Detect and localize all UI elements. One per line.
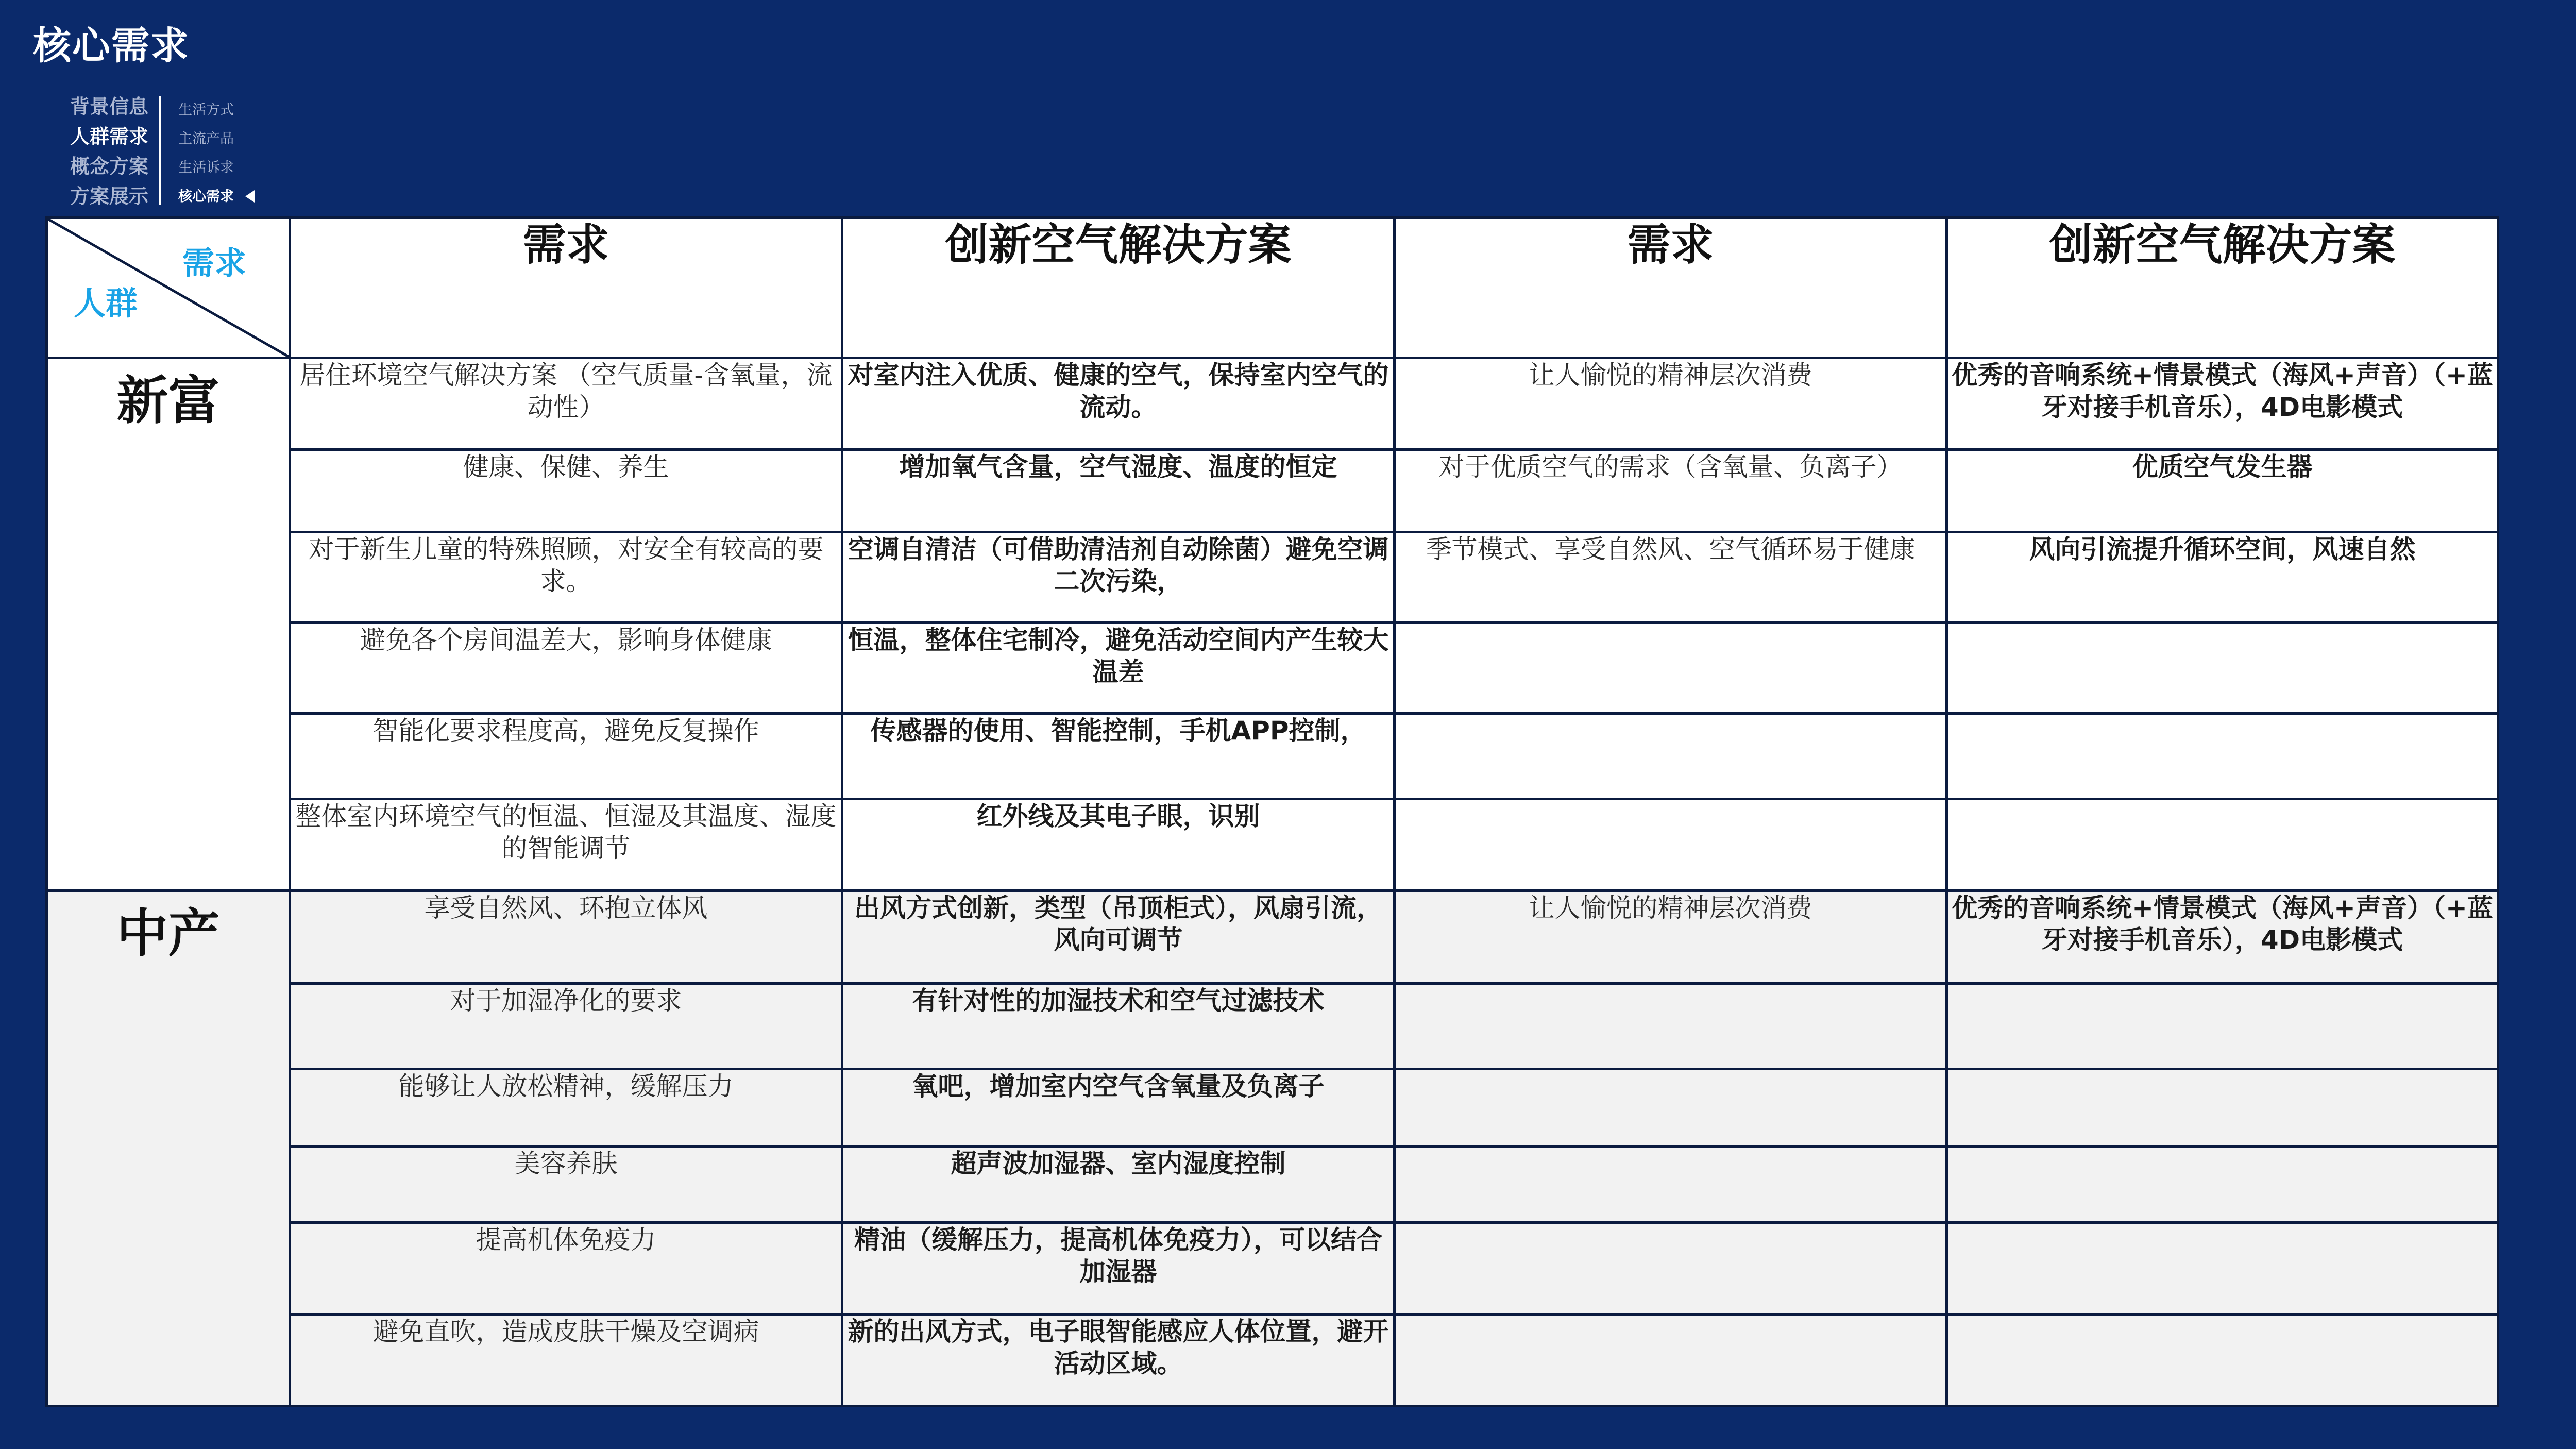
need-cell — [1395, 1315, 1947, 1406]
need-cell: 整体室内环境空气的恒温、恒湿及其温度、湿度的智能调节 — [290, 799, 842, 891]
table-row — [47, 891, 2498, 984]
need-cell: 让人愉悦的精神层次消费 — [1395, 358, 1947, 450]
group-label-xinfu: 新富 — [47, 358, 290, 891]
page-title: 核心需求 — [33, 24, 190, 68]
need-cell: 居住环境空气解决方案 （空气质量-含氧量，流动性） — [290, 358, 842, 450]
need-cell: 智能化要求程度高，避免反复操作 — [290, 714, 842, 799]
solution-cell: 增加氧气含量，空气湿度、温度的恒定 — [842, 450, 1395, 532]
need-cell — [1395, 984, 1947, 1069]
solution-cell: 优秀的音响系统+情景模式（海风+声音）（+蓝牙对接手机音乐），4D电影模式 — [1947, 891, 2498, 984]
section-nav — [60, 92, 148, 211]
nav-item-background[interactable]: 背景信息 — [70, 95, 148, 118]
group-label-zhongchan: 中产 — [47, 891, 290, 1406]
need-cell — [1395, 799, 1947, 891]
corner-need-label: 需求 — [182, 244, 246, 282]
table-row — [47, 1315, 2498, 1406]
solution-cell: 优秀的音响系统+情景模式（海风+声音）（+蓝牙对接手机音乐），4D电影模式 — [1947, 358, 2498, 450]
solution-cell — [1947, 1315, 2498, 1406]
table-row — [47, 799, 2498, 891]
need-cell: 美容养肤 — [290, 1147, 842, 1223]
solution-cell: 红外线及其电子眼，识别 — [842, 799, 1395, 891]
need-cell — [1395, 714, 1947, 799]
sub-nav-item-label: 核心需求 — [178, 189, 234, 205]
solution-cell — [1947, 984, 2498, 1069]
corner-group-label: 人群 — [74, 284, 138, 322]
need-cell: 避免直吹，造成皮肤干燥及空调病 — [290, 1315, 842, 1406]
table-row — [47, 358, 2498, 450]
solution-cell — [1947, 799, 2498, 891]
table-row — [47, 1223, 2498, 1315]
table-row — [47, 984, 2498, 1069]
need-cell: 能够让人放松精神，缓解压力 — [290, 1069, 842, 1147]
need-cell: 享受自然风、环抱立体风 — [290, 891, 842, 984]
column-header-need-2: 需求 — [1395, 218, 1947, 358]
solution-cell — [1947, 1223, 2498, 1315]
nav-item-crowd-needs[interactable]: 人群需求 — [70, 125, 148, 148]
solution-cell: 超声波加湿器、室内湿度控制 — [842, 1147, 1395, 1223]
nav-item-showcase[interactable]: 方案展示 — [70, 185, 148, 208]
solution-cell: 新的出风方式，电子眼智能感应人体位置，避开活动区域。 — [842, 1315, 1395, 1406]
need-cell: 对于新生儿童的特殊照顾，对安全有较高的要求。 — [290, 532, 842, 623]
solution-cell: 精油（缓解压力，提高机体免疫力），可以结合加湿器 — [842, 1223, 1395, 1315]
need-cell: 避免各个房间温差大，影响身体健康 — [290, 623, 842, 714]
sub-nav-item-lifestyle[interactable]: 生活方式 — [178, 102, 234, 118]
column-header-solution-2: 创新空气解决方案 — [1947, 218, 2498, 358]
needs-table — [45, 216, 2499, 1407]
column-header-need-1: 需求 — [290, 218, 842, 358]
table-row — [47, 714, 2498, 799]
need-cell: 健康、保健、养生 — [290, 450, 842, 532]
table-row — [47, 450, 2498, 532]
solution-cell — [1947, 1147, 2498, 1223]
solution-cell: 空调自清洁（可借助清洁剂自动除菌）避免空调二次污染， — [842, 532, 1395, 623]
need-cell — [1395, 1223, 1947, 1315]
solution-cell: 恒温，整体住宅制冷，避免活动空间内产生较大温差 — [842, 623, 1395, 714]
sub-nav-item-demands[interactable]: 生活诉求 — [178, 160, 234, 176]
need-cell — [1395, 623, 1947, 714]
need-cell — [1395, 1147, 1947, 1223]
need-cell — [1395, 1069, 1947, 1147]
solution-cell: 出风方式创新，类型（吊顶柜式），风扇引流，风向可调节 — [842, 891, 1395, 984]
solution-cell — [1947, 623, 2498, 714]
need-cell: 对于优质空气的需求（含氧量、负离子） — [1395, 450, 1947, 532]
column-header-solution-1: 创新空气解决方案 — [842, 218, 1395, 358]
solution-cell: 氧吧，增加室内空气含氧量及负离子 — [842, 1069, 1395, 1147]
need-cell: 对于加湿净化的要求 — [290, 984, 842, 1069]
need-cell: 季节模式、享受自然风、空气循环易于健康 — [1395, 532, 1947, 623]
solution-cell: 对室内注入优质、健康的空气，保持室内空气的流动。 — [842, 358, 1395, 450]
table-row — [47, 1069, 2498, 1147]
sub-nav — [178, 96, 255, 211]
current-page-arrow-icon — [245, 190, 255, 203]
corner-header-cell — [47, 218, 290, 358]
table-row — [47, 623, 2498, 714]
need-cell: 提高机体免疫力 — [290, 1223, 842, 1315]
solution-cell — [1947, 1069, 2498, 1147]
solution-cell — [1947, 714, 2498, 799]
solution-cell: 传感器的使用、智能控制，手机APP控制， — [842, 714, 1395, 799]
table-row — [47, 532, 2498, 623]
table-row — [47, 1147, 2498, 1223]
sub-nav-item-core-needs[interactable] — [178, 182, 255, 211]
header-row — [47, 218, 2498, 358]
sub-nav-item-products[interactable]: 主流产品 — [178, 131, 234, 147]
need-cell: 让人愉悦的精神层次消费 — [1395, 891, 1947, 984]
nav-item-concept[interactable]: 概念方案 — [70, 155, 148, 178]
nav-divider — [159, 96, 161, 205]
solution-cell: 风向引流提升循环空间，风速自然 — [1947, 532, 2498, 623]
solution-cell: 有针对性的加湿技术和空气过滤技术 — [842, 984, 1395, 1069]
solution-cell: 优质空气发生器 — [1947, 450, 2498, 532]
